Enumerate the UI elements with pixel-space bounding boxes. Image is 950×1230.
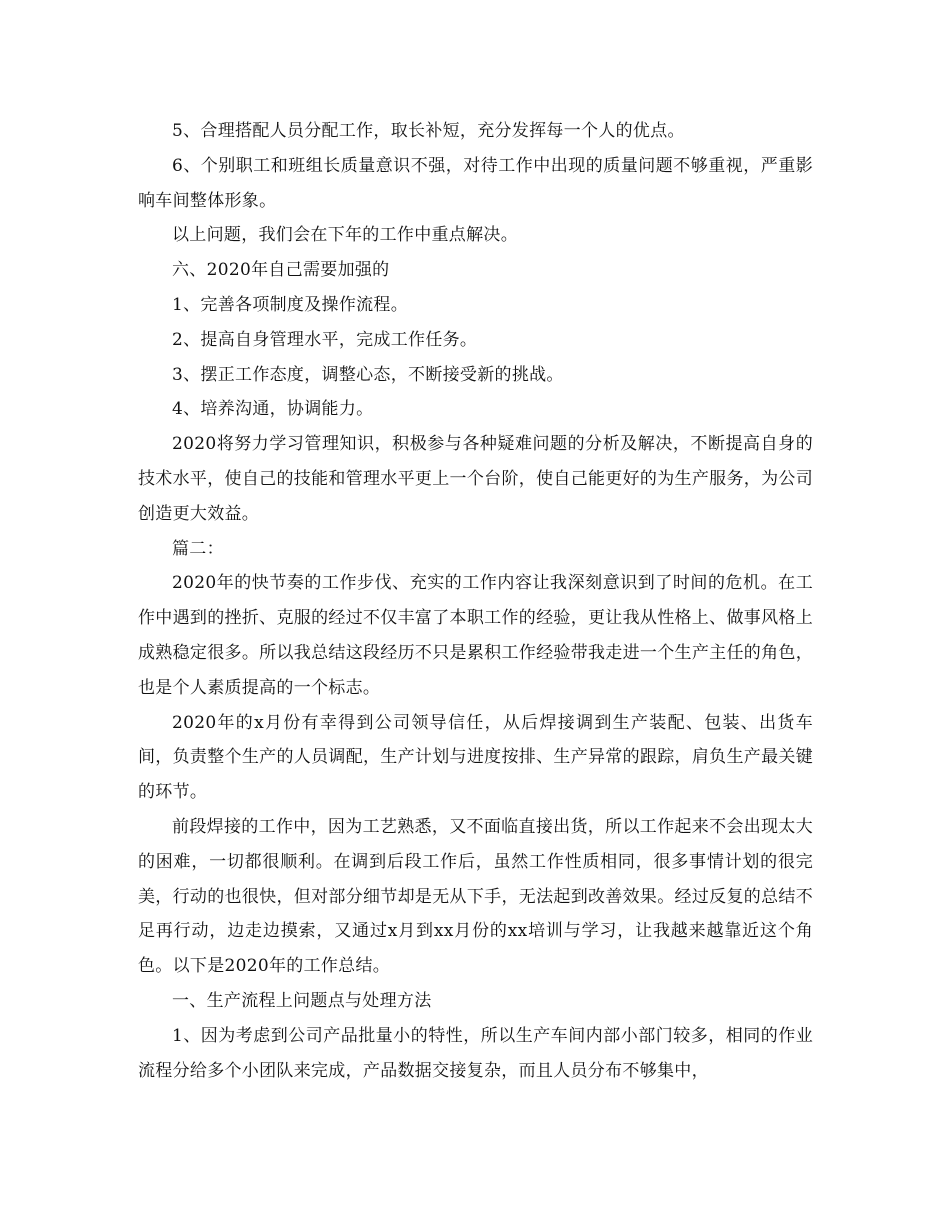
paragraph-item-6: 6、个别职工和班组长质量意识不强，对待工作中出现的质量问题不够重视，严重影响车间整体形象。 [138, 155, 813, 211]
document-body [138, 114, 813, 1088]
paragraph-summary: 以上问题，我们会在下年的工作中重点解决。 [172, 225, 518, 246]
paragraph-improve-4: 4、培养沟通，协调能力。 [172, 399, 374, 420]
paragraph-item-5: 5、合理搭配人员分配工作，取长补短，充分发挥每一个人的优点。 [172, 121, 685, 141]
section-heading-six: 六、2020年自己需要加强的 [172, 260, 390, 281]
paragraph-intro: 2020年的快节奏的工作步伐、充实的工作内容让我深刻意识到了时间的危机。在工作中遇到的挫折、克服的经过不仅丰富了本职工作的经验，更让我从性格上、做事风格上成熟稳定很多。所以我总结这段经历不只是累积工作经验带我走进一个生产主任的角色，也是个人素质提高的一个标志。 [138, 573, 813, 698]
section-heading-one: 一、生产流程上问题点与处理方法 [172, 990, 432, 1011]
paragraph-experience: 前段焊接的工作中，因为工艺熟悉，又不面临直接出货，所以工作起来不会出现太大的困难，一切都很顺利。在调到后段工作后，虽然工作性质相同，很多事情计划的很完美，行动的也很快，但对部分细节却是无从下手，无法起到改善效果。经过反复的总结不足再行动，边走边摸索，又通过x月到xx月份的xx培训与学习，让我越来越靠近这个角色。以下是2020年的工作总结。 [138, 816, 813, 977]
paragraph-process-1: 1、因为考虑到公司产品批量小的特性，所以生产车间内部小部门较多，相同的作业流程分给多个小团队来完成，产品数据交接复杂，而且人员分布不够集中， [138, 1025, 813, 1081]
section-heading-part-two: 篇二： [172, 538, 224, 559]
paragraph-improve-2: 2、提高自身管理水平，完成工作任务。 [172, 329, 478, 350]
paragraph-improve-3: 3、摆正工作态度，调整心态，不断接受新的挑战。 [172, 364, 564, 385]
paragraph-plan-2020: 2020将努力学习管理知识，积极参与各种疑难问题的分析及解决，不断提高自身的技术水平，使自己的技能和管理水平更上一个台阶，使自己能更好的为生产服务，为公司创造更大效益。 [138, 434, 813, 524]
paragraph-improve-1: 1、完善各项制度及操作流程。 [172, 294, 409, 315]
paragraph-transfer: 2020年的x月份有幸得到公司领导信任，从后焊接调到生产装配、包装、出货车间，负责整个生产的人员调配，生产计划与进度按排、生产异常的跟踪，肩负生产最关键的环节。 [138, 712, 813, 803]
